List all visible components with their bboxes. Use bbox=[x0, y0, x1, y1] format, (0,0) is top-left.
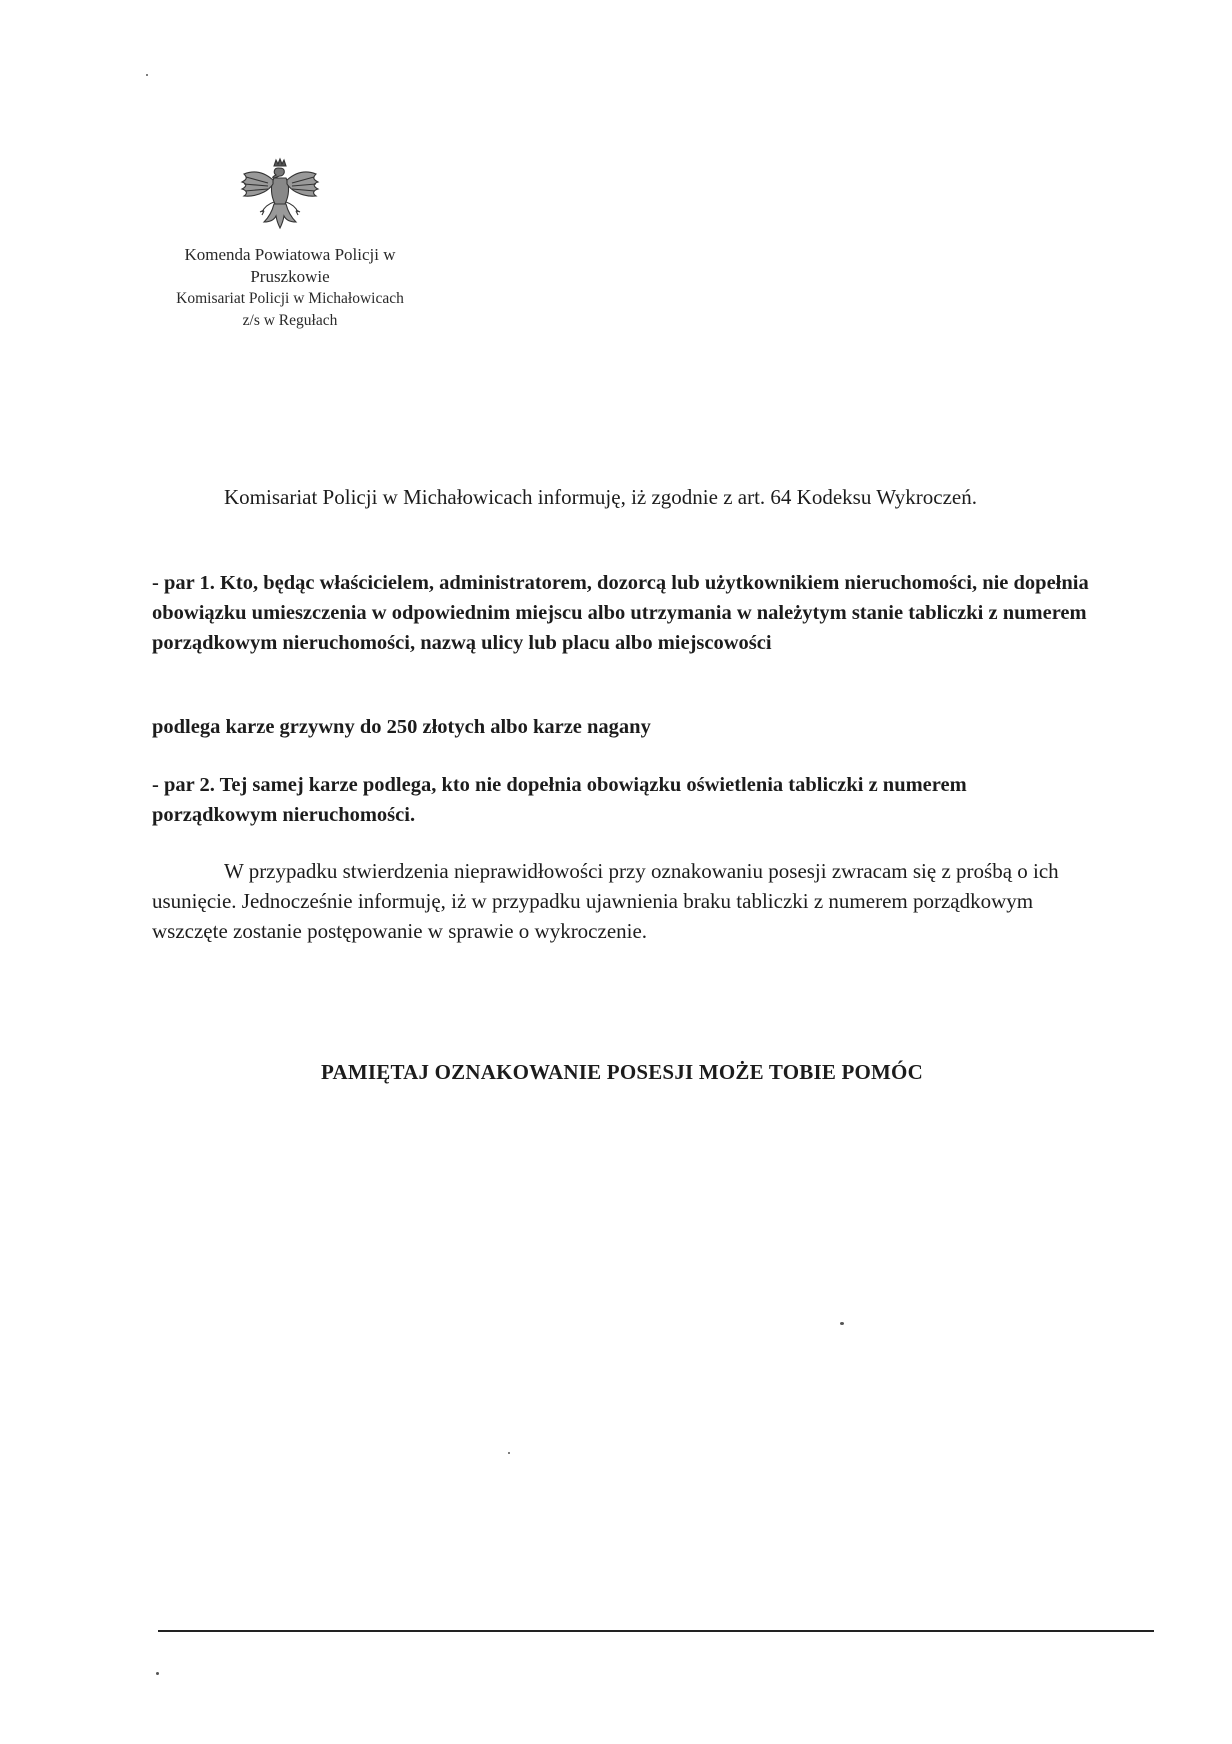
issuer-header bbox=[140, 244, 440, 332]
article-paragraph-2: - par 2. Tej samej karze podlega, kto nie dopełnia obowiązku oświetlenia tabliczki z numerem porządkowym nieruchomości. bbox=[152, 774, 967, 826]
header-line-4: z/s w Regułach bbox=[242, 312, 338, 329]
scan-speck bbox=[840, 1322, 844, 1325]
notice-paragraph: W przypadku stwierdzenia nieprawidłowości przy oznakowaniu posesji zwracam się z prośbą o ich usunięcie. Jednocześnie informuję, iż w przypadku ujawnienia braku tabliczki z numerem porządkowym wszczęte zostanie postępowanie w sprawie o wykroczenie. bbox=[152, 859, 1059, 943]
scan-speck bbox=[146, 74, 148, 76]
intro-paragraph: Komisariat Policji w Michałowicach informuję, iż zgodnie z art. 64 Kodeksu Wykroczeń. bbox=[224, 485, 977, 509]
scan-speck bbox=[156, 1672, 159, 1675]
penalty-statement: podlega karze grzywny do 250 złotych albo karze nagany bbox=[152, 716, 651, 738]
header-line-2: Pruszkowie bbox=[250, 267, 330, 286]
header-line-1: Komenda Powiatowa Policji w bbox=[184, 245, 396, 264]
scan-speck bbox=[508, 1452, 510, 1454]
article-paragraph-1: - par 1. Kto, będąc właścicielem, administratorem, dozorcą lub użytkownikiem nieruchomości, nie dopełnia obowiązku umieszczenia w odpowiednim miejscu albo utrzymania w należytym stanie tabliczki z numerem porządkowym nieruchomości, nazwą ulicy lub placu albo miejscowości bbox=[152, 572, 1089, 654]
reminder-heading: PAMIĘTAJ OZNAKOWANIE POSESJI MOŻE TOBIE POMÓC bbox=[321, 1060, 923, 1084]
polish-eagle-emblem-icon bbox=[238, 156, 322, 230]
footer-divider bbox=[158, 1630, 1154, 1632]
header-line-3: Komisariat Policji w Michałowicach bbox=[176, 290, 404, 307]
